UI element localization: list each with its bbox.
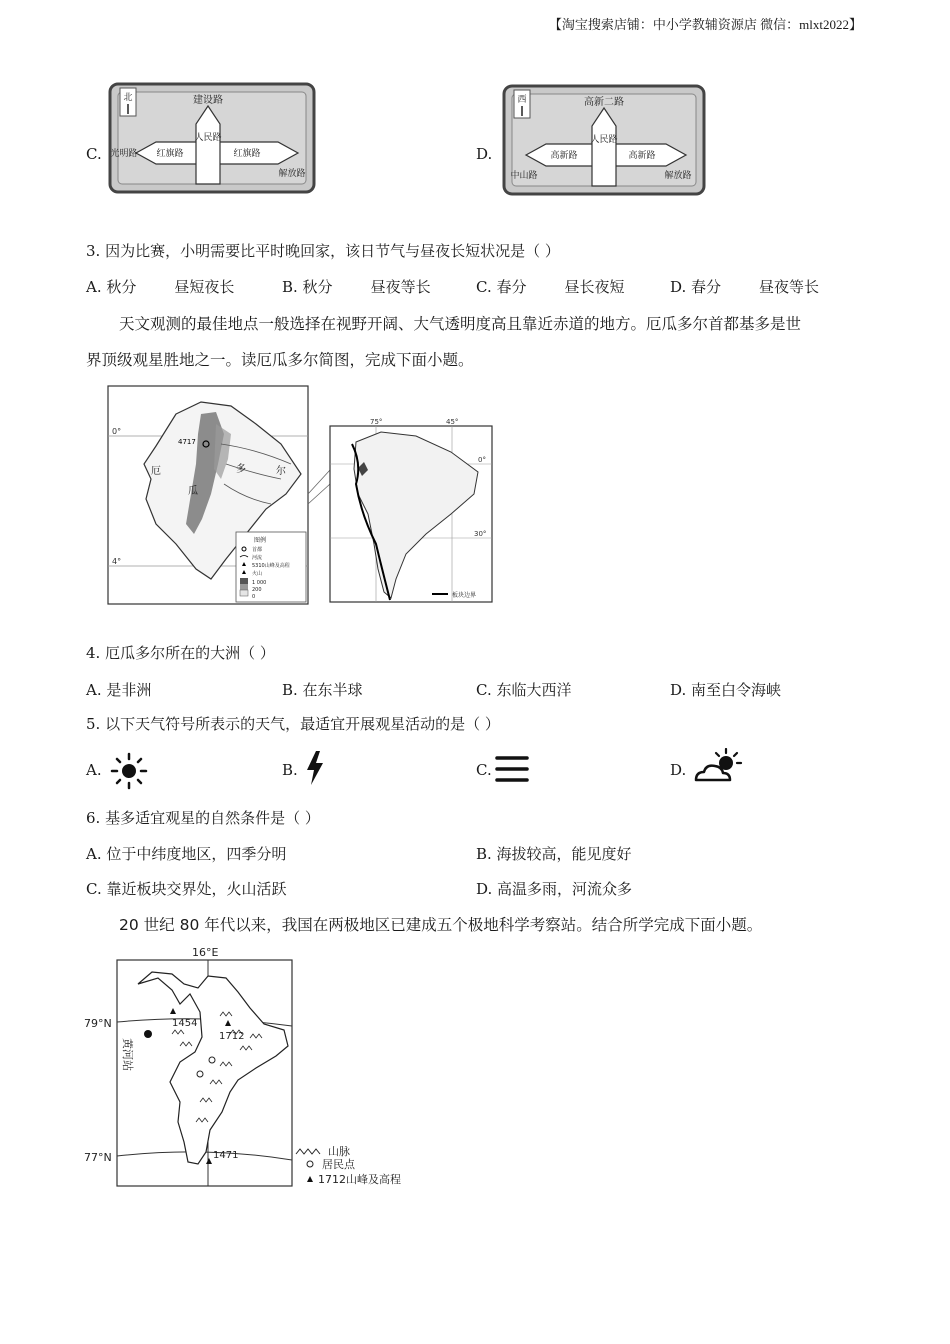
q5-option-d[interactable]: D. [670, 761, 687, 779]
svg-text:厄: 厄 [151, 466, 161, 477]
svg-text:75°: 75° [370, 418, 383, 426]
road-diagram-d [502, 84, 706, 196]
q6-option-a[interactable]: A. 位于中纬度地区，四季分明 [86, 845, 287, 863]
q4-option-b[interactable]: B. 在东半球 [282, 681, 363, 699]
svg-text:30°: 30° [474, 530, 487, 538]
q4-stem: 4. 厄瓜多尔所在的大洲（ ） [86, 644, 275, 662]
q5-option-c[interactable]: C. [476, 761, 492, 779]
svg-text:居民点: 居民点 [322, 1158, 355, 1171]
svg-text:77°N: 77°N [84, 1151, 112, 1164]
svg-text:79°N: 79°N [84, 1017, 112, 1030]
q5-option-a[interactable]: A. [86, 761, 102, 779]
q4-option-d[interactable]: D. 南至白令海峡 [670, 681, 782, 699]
svg-text:火山: 火山 [252, 571, 263, 577]
svg-text:1712: 1712 [219, 1031, 245, 1042]
fog-icon [494, 754, 530, 784]
svg-text:河流: 河流 [252, 555, 263, 561]
svg-text:中山路: 中山路 [510, 171, 538, 181]
q3-option-b[interactable]: B. 秋分 昼夜等长 [282, 278, 431, 296]
station-marker-icon [144, 1030, 152, 1038]
svg-text:4717: 4717 [178, 438, 196, 446]
svg-text:瓜: 瓜 [188, 486, 198, 497]
q6-option-b[interactable]: B. 海拔较高，能见度好 [476, 845, 632, 863]
q5-stem: 5. 以下天气符号所表示的天气，最适宜开展观星活动的是（ ） [86, 715, 500, 733]
q4-option-c[interactable]: C. 东临大西洋 [476, 681, 572, 699]
svg-text:高新路: 高新路 [628, 151, 656, 161]
option-d-label: D. [476, 145, 493, 163]
q5-option-b[interactable]: B. [282, 761, 298, 779]
svg-text:板块边界: 板块边界 [452, 592, 477, 599]
option-c-label: C. [86, 145, 102, 163]
q6-option-c[interactable]: C. 靠近板块交界处，火山活跃 [86, 880, 287, 898]
svg-text:45°: 45° [446, 418, 459, 426]
q6-option-d[interactable]: D. 高温多雨，河流众多 [476, 880, 633, 898]
svg-text:红旗路: 红旗路 [156, 149, 184, 159]
svg-text:尔: 尔 [276, 466, 286, 477]
north-mark-d: 西 [517, 95, 527, 105]
north-mark-c: 北 [123, 93, 133, 103]
svg-text:首都: 首都 [252, 547, 263, 553]
partly-cloudy-icon [692, 748, 744, 784]
svg-text:人民路: 人民路 [194, 133, 222, 143]
svg-text:建设路: 建设路 [193, 95, 223, 106]
svg-text:1 000: 1 000 [252, 580, 267, 586]
svg-text:0°: 0° [478, 456, 486, 464]
svg-text:1471: 1471 [213, 1150, 239, 1161]
lightning-icon [304, 750, 326, 786]
intro2: 20 世纪 80 年代以来，我国在两极地区已建成五个极地科学考察站。结合所学完成下面小题。 [119, 916, 763, 934]
sunny-icon [110, 752, 148, 790]
svg-text:高新路: 高新路 [550, 151, 578, 161]
svg-text:4°: 4° [112, 557, 122, 566]
station-label: 黄河站 [121, 1038, 134, 1071]
svg-text:解放路: 解放路 [664, 171, 692, 181]
q3-option-d[interactable]: D. 春分 昼夜等长 [670, 278, 820, 296]
q6-stem: 6. 基多适宜观星的自然条件是（ ） [86, 809, 320, 827]
svg-text:5310山峰及高程: 5310山峰及高程 [252, 563, 290, 569]
road-diagram-c [108, 82, 316, 194]
svg-text:16°E: 16°E [192, 946, 219, 959]
svalbard-map [80, 942, 410, 1192]
svg-text:红旗路: 红旗路 [233, 149, 261, 159]
q3-option-a[interactable]: A. 秋分 昼短夜长 [86, 278, 235, 296]
svg-text:山脉: 山脉 [328, 1145, 350, 1158]
svg-text:解放路: 解放路 [278, 169, 306, 179]
svg-text:1712山峰及高程: 1712山峰及高程 [318, 1173, 401, 1186]
svg-text:光明路: 光明路 [110, 149, 138, 159]
peak-legend-icon [307, 1176, 313, 1182]
ecuador-map [106, 384, 496, 608]
svg-text:人民路: 人民路 [590, 135, 618, 145]
svg-text:图例: 图例 [254, 537, 267, 544]
mountain-legend-icon [296, 1149, 320, 1154]
intro1-line2: 界顶级观星胜地之一。读厄瓜多尔简图，完成下面小题。 [86, 351, 474, 369]
q4-option-a[interactable]: A. 是非洲 [86, 681, 152, 699]
q3-option-c[interactable]: C. 春分 昼长夜短 [476, 278, 625, 296]
intro1-line1: 天文观测的最佳地点一般选择在视野开阔、大气透明度高且靠近赤道的地方。厄瓜多尔首都基多是世 [119, 315, 802, 333]
svg-text:0°: 0° [112, 427, 122, 436]
q3-stem: 3. 因为比赛，小明需要比平时晚回家，该日节气与昼夜长短状况是（ ） [86, 242, 560, 260]
svg-text:高新二路: 高新二路 [584, 97, 624, 108]
settlement-legend-icon [307, 1161, 313, 1167]
svg-text:200: 200 [252, 587, 262, 593]
page-header: 【淘宝搜索店铺：中小学教辅资源店 微信：mlxt2022】 [548, 17, 862, 32]
svg-text:1454: 1454 [172, 1018, 198, 1029]
svg-text:多: 多 [236, 464, 246, 475]
svg-text:0: 0 [252, 594, 256, 600]
